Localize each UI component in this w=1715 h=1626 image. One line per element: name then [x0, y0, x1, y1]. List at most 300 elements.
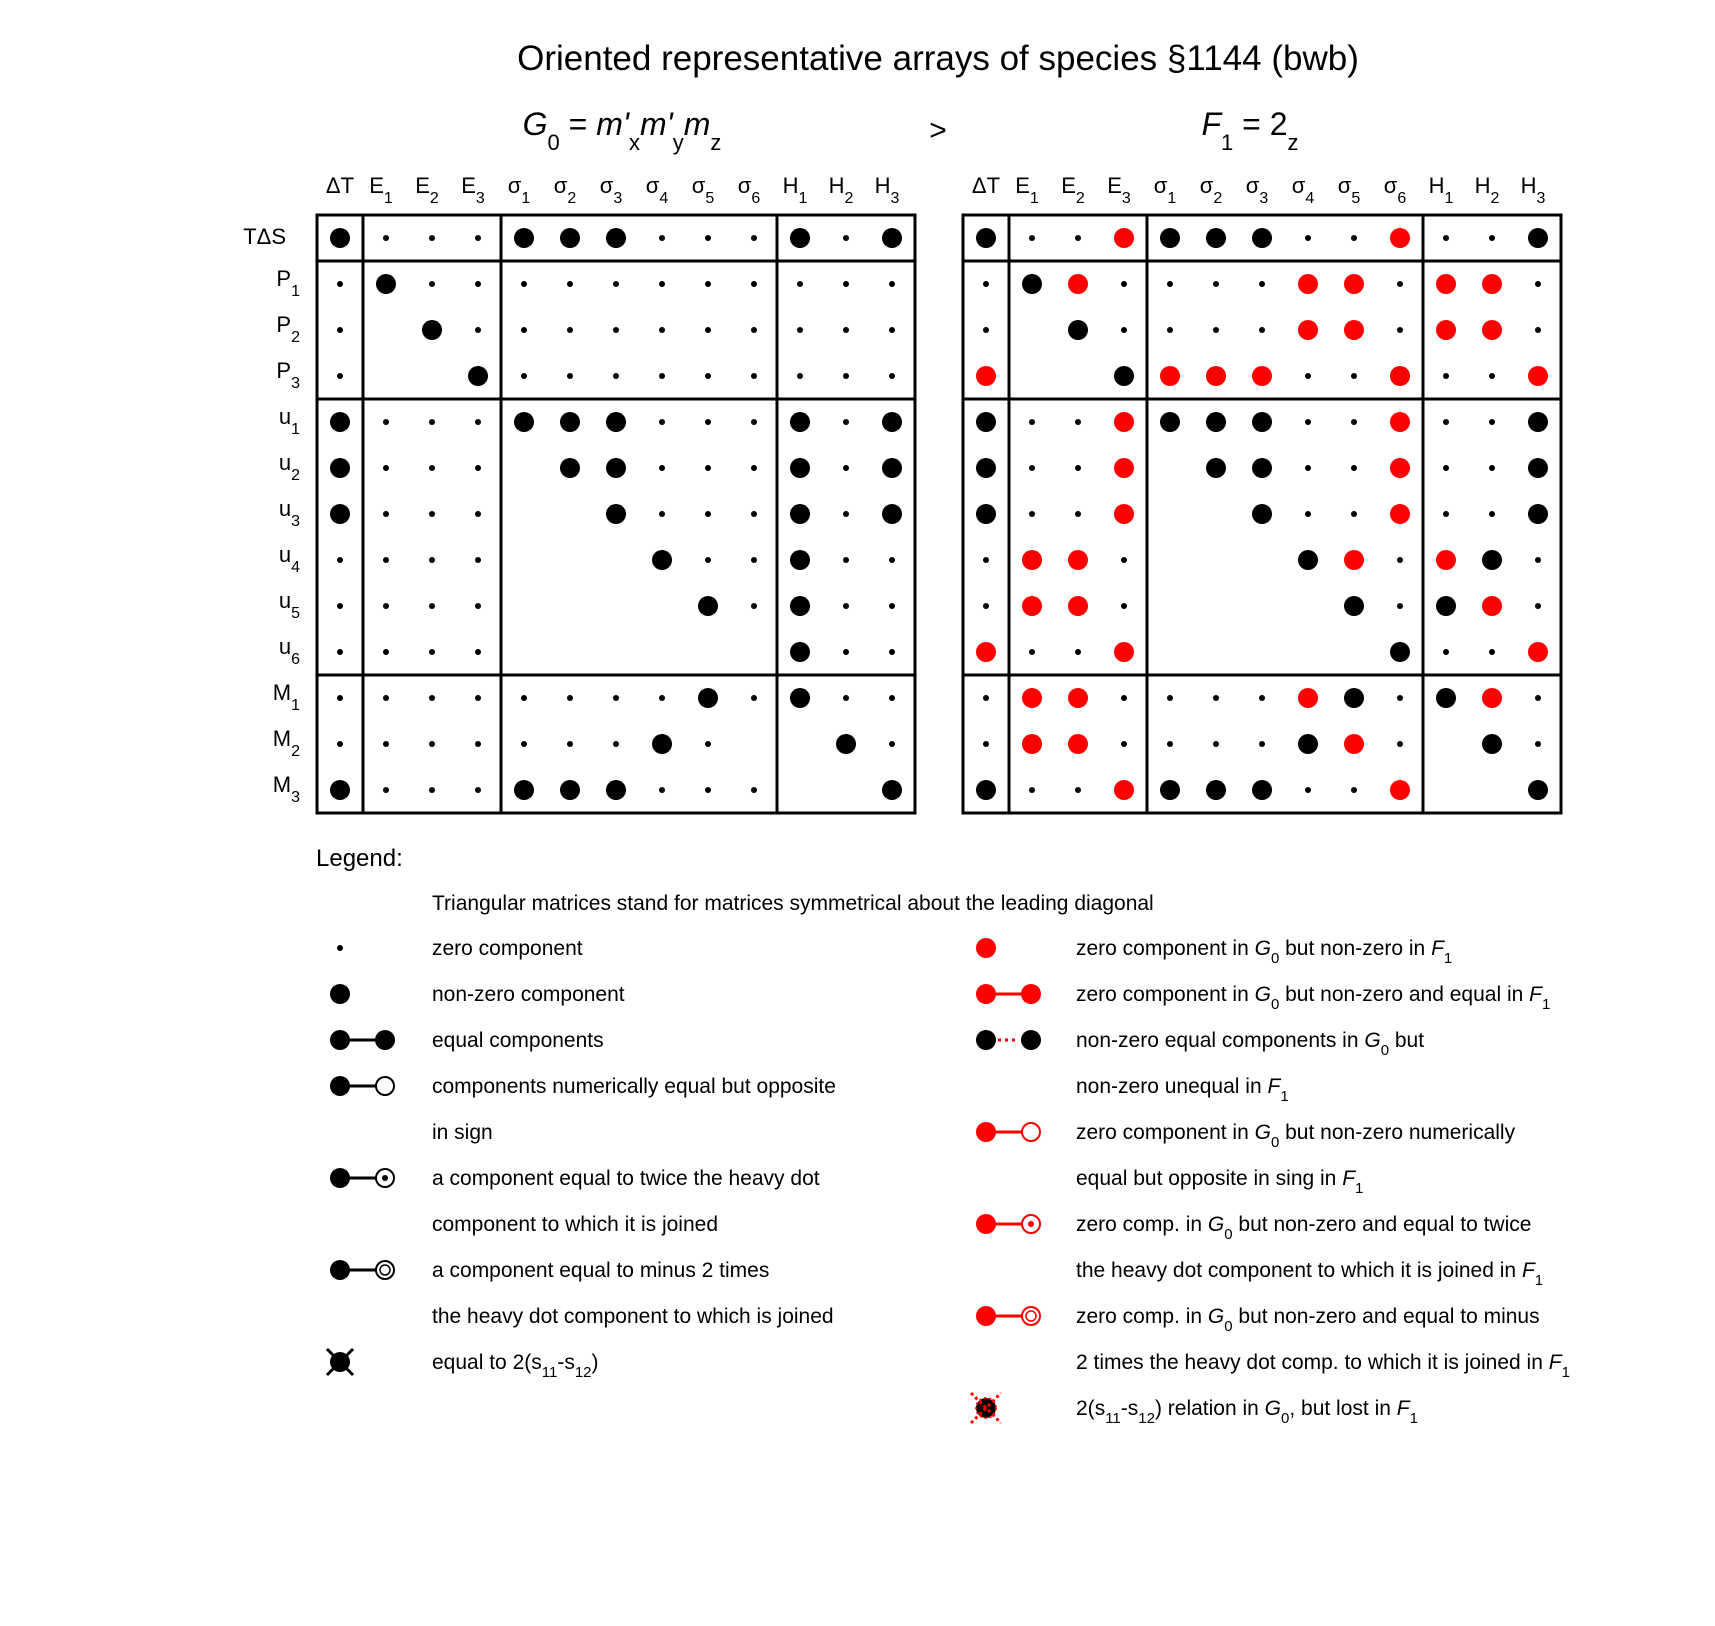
- zero-dot: [1167, 741, 1173, 747]
- column-label: $E_1$: [369, 173, 393, 207]
- zero-dot: [429, 649, 435, 655]
- legend-text: zero component in $G_0$ but non-zero and equal in $F_1$: [1076, 983, 1551, 1013]
- zero-dot: [475, 511, 481, 517]
- zero-dot: [1443, 419, 1449, 425]
- column-label: $\sigma_2$: [553, 173, 577, 207]
- zero-dot: [983, 557, 989, 563]
- legend-text: component to which it is joined: [432, 1213, 718, 1236]
- zero-dot: [1351, 235, 1357, 241]
- column-label: $\sigma_1$: [507, 173, 531, 207]
- zero-dot: [751, 235, 757, 241]
- zero-dot: [1029, 787, 1035, 793]
- zero-dot: [613, 327, 619, 333]
- column-label: $E_3$: [1107, 173, 1131, 207]
- legend-note: Triangular matrices stand for matrices symmetrical about the leading diagonal: [432, 892, 1154, 915]
- nonzero-dot: [468, 366, 488, 386]
- nonzero-dot: [1528, 780, 1548, 800]
- zero-dot: [383, 741, 389, 747]
- zero-dot: [751, 695, 757, 701]
- column-label: $\sigma_1$: [1153, 173, 1177, 207]
- nonzero-dot: [790, 642, 810, 662]
- relation-symbol: >: [929, 114, 947, 147]
- zero-dot: [1259, 327, 1265, 333]
- zero-dot: [1029, 649, 1035, 655]
- row-label: $M_2$: [272, 726, 300, 760]
- zero-dot: [705, 235, 711, 241]
- nonzero-dot: [882, 412, 902, 432]
- nonzero-dot: [514, 780, 534, 800]
- nonzero-dot: [1528, 458, 1548, 478]
- zero-dot: [429, 787, 435, 793]
- zero-dot: [659, 511, 665, 517]
- header-equals: =: [1233, 106, 1270, 142]
- legend-left-column: [327, 937, 836, 1381]
- row-labels: [243, 224, 300, 806]
- zero-dot: [475, 603, 481, 609]
- zero-dot: [1351, 511, 1357, 517]
- zero-dot: [429, 511, 435, 517]
- zero-dot: [1443, 235, 1449, 241]
- nonzero-dot: [514, 412, 534, 432]
- zero-dot: [1213, 741, 1219, 747]
- zero-dot: [475, 787, 481, 793]
- legend-text: in sign: [432, 1121, 493, 1144]
- zero-dot: [1121, 327, 1127, 333]
- zero-dot: [705, 557, 711, 563]
- zero-dot: [429, 695, 435, 701]
- zero-dot: [843, 235, 849, 241]
- red-dot: [1390, 504, 1410, 524]
- zero-dot: [429, 603, 435, 609]
- legend-text: the heavy dot component to which it is joined in $F_1$: [1076, 1259, 1544, 1289]
- nonzero-dot: [976, 780, 996, 800]
- legend-item: [976, 1213, 1543, 1289]
- nonzero-dot: [1436, 596, 1456, 616]
- right-matrix-header: [1201, 106, 1298, 155]
- legend-item: [976, 1121, 1516, 1197]
- nonzero-dot: [790, 412, 810, 432]
- zero-dot: [1259, 695, 1265, 701]
- nonzero-dot: [1114, 366, 1134, 386]
- zero-dot: [889, 557, 895, 563]
- legend-text: equal but opposite in sing in $F_1$: [1076, 1167, 1364, 1197]
- row-label: $u_4$: [278, 542, 300, 576]
- header-rhs-subscript: z: [710, 130, 722, 155]
- zero-dot: [1535, 327, 1541, 333]
- zero-dot: [1397, 603, 1403, 609]
- zero-dot: [1167, 695, 1173, 701]
- column-label: $E_2$: [1061, 173, 1085, 207]
- zero-dot: [1489, 235, 1495, 241]
- nonzero-dot: [698, 688, 718, 708]
- zero-dot: [337, 327, 343, 333]
- nonzero-dot: [560, 458, 580, 478]
- nonzero-dot: [882, 780, 902, 800]
- nonzero-dot: [790, 458, 810, 478]
- nonzero-dot: [1436, 688, 1456, 708]
- zero-dot: [659, 695, 665, 701]
- zero-dot: [475, 327, 481, 333]
- red-dot: [1344, 274, 1364, 294]
- red-minus2-icon: [976, 1306, 1040, 1326]
- zero-dot: [659, 373, 665, 379]
- zero-dot: [751, 557, 757, 563]
- zero-dot: [383, 603, 389, 609]
- zero-dot: [337, 373, 343, 379]
- zero-dot: [843, 419, 849, 425]
- nonzero-dot: [514, 228, 534, 248]
- column-label: $H_3$: [874, 173, 900, 207]
- zero-dot: [1305, 419, 1311, 425]
- zero-dot: [475, 465, 481, 471]
- red-dot: [1068, 596, 1088, 616]
- nonzero-dot: [652, 550, 672, 570]
- zero-dot: [1305, 373, 1311, 379]
- zero-dot: [983, 327, 989, 333]
- legend-item: [330, 983, 625, 1006]
- nonzero-dot: [976, 228, 996, 248]
- zero-dot: [429, 281, 435, 287]
- legend-text: components numerically equal but opposite: [432, 1075, 836, 1098]
- red-dot: [1390, 366, 1410, 386]
- column-label: $\sigma_5$: [1337, 173, 1361, 207]
- red-dot: [1528, 366, 1548, 386]
- zero-dot: [1489, 419, 1495, 425]
- red-dot: [1390, 228, 1410, 248]
- black-dotted-icon: [976, 1030, 1041, 1050]
- nonzero-dot: [330, 780, 350, 800]
- zero-dot: [843, 557, 849, 563]
- zero-dot: [383, 557, 389, 563]
- nonzero-dot: [790, 596, 810, 616]
- zero-dot: [659, 327, 665, 333]
- legend-right-column: [971, 937, 1570, 1427]
- zero-dot: [1443, 373, 1449, 379]
- red-dot: [1436, 550, 1456, 570]
- zero-dot: [1535, 695, 1541, 701]
- column-label: $\sigma_4$: [1291, 173, 1315, 207]
- zero-dot: [1213, 281, 1219, 287]
- header-formula: [1201, 106, 1298, 155]
- zero-dot: [613, 741, 619, 747]
- header-rhs-subscript: z: [1287, 130, 1299, 155]
- zero-dot: [705, 327, 711, 333]
- red-opposite-icon: [976, 1122, 1040, 1142]
- nonzero-dot: [1528, 228, 1548, 248]
- zero-dot: [889, 281, 895, 287]
- zero-dot: [659, 281, 665, 287]
- zero-dot: [1489, 465, 1495, 471]
- nonzero-dot: [1252, 504, 1272, 524]
- zero-dot: [705, 787, 711, 793]
- cross-icon: [327, 1349, 353, 1375]
- column-label: $\sigma_3$: [599, 173, 623, 207]
- nonzero-dot: [1482, 734, 1502, 754]
- zero-dot: [1351, 419, 1357, 425]
- legend-text: non-zero equal components in $G_0$ but: [1076, 1029, 1425, 1059]
- nonzero-dot: [1482, 550, 1502, 570]
- column-label: $H_3$: [1520, 173, 1546, 207]
- nonzero-dot: [1068, 320, 1088, 340]
- nonzero-dot: [606, 412, 626, 432]
- nonzero-dot: [330, 504, 350, 524]
- zero-dot: [1443, 465, 1449, 471]
- zero-dot: [705, 281, 711, 287]
- zero-dot: [751, 511, 757, 517]
- zero-dot: [1305, 787, 1311, 793]
- zero-dot: [1029, 419, 1035, 425]
- zero-dot: [567, 695, 573, 701]
- header-symbol-subscript: 1: [1221, 130, 1234, 155]
- nonzero-dot: [1206, 780, 1226, 800]
- zero-dot: [337, 649, 343, 655]
- nonzero-dot: [376, 274, 396, 294]
- red-dot: [1298, 688, 1318, 708]
- zero-dot: [1535, 741, 1541, 747]
- zero-dot: [1121, 695, 1127, 701]
- zero-dot: [1121, 741, 1127, 747]
- column-label: $E_1$: [1015, 173, 1039, 207]
- legend-text: the heavy dot component to which is joined: [432, 1305, 834, 1328]
- zero-dot: [429, 557, 435, 563]
- red-dot: [1068, 734, 1088, 754]
- zero-dot: [521, 695, 527, 701]
- nonzero-icon: [330, 984, 350, 1004]
- header-formula: [523, 106, 722, 155]
- legend-item: [330, 1167, 820, 1236]
- nonzero-dot: [790, 504, 810, 524]
- zero-dot: [1535, 281, 1541, 287]
- red-dot-icon: [976, 938, 996, 958]
- nonzero-dot: [1206, 458, 1226, 478]
- zero-dot: [983, 695, 989, 701]
- nonzero-dot: [1206, 412, 1226, 432]
- zero-dot: [383, 465, 389, 471]
- row-label: $P_2$: [276, 312, 300, 346]
- zero-dot: [1167, 281, 1173, 287]
- zero-dot: [1397, 695, 1403, 701]
- zero-dot: [383, 511, 389, 517]
- zero-dot: [475, 557, 481, 563]
- matrix-f1: [963, 215, 1561, 813]
- zero-dot: [1397, 741, 1403, 747]
- red-dot: [1390, 412, 1410, 432]
- column-label: ΔT: [325, 173, 355, 198]
- zero-dot: [1305, 235, 1311, 241]
- header-rhs-subscript: x: [628, 130, 640, 155]
- nonzero-dot: [1252, 458, 1272, 478]
- zero-dot: [613, 373, 619, 379]
- cross-lost-icon: [971, 1393, 1001, 1423]
- nonzero-dot: [606, 228, 626, 248]
- red-dot: [1436, 320, 1456, 340]
- header-symbol-subscript: 0: [547, 130, 560, 155]
- legend-text: a component equal to twice the heavy dot: [432, 1167, 820, 1190]
- legend-text: zero comp. in $G_0$ but non-zero and equal to minus: [1076, 1305, 1540, 1335]
- zero-dot: [751, 281, 757, 287]
- zero-dot: [797, 281, 803, 287]
- zero-dot: [475, 281, 481, 287]
- nonzero-dot: [560, 780, 580, 800]
- red-twice-icon: [976, 1214, 1040, 1234]
- legend-text: zero comp. in $G_0$ but non-zero and equal to twice: [1076, 1213, 1532, 1243]
- column-label: $\sigma_5$: [691, 173, 715, 207]
- zero-dot: [751, 465, 757, 471]
- zero-dot: [889, 695, 895, 701]
- header-rhs-symbol: m: [683, 106, 711, 142]
- left-column-labels: [326, 173, 900, 207]
- zero-dot: [475, 649, 481, 655]
- zero-dot: [1029, 511, 1035, 517]
- opposite-icon: [330, 1076, 394, 1096]
- header-equals: =: [559, 106, 597, 142]
- zero-dot: [1121, 603, 1127, 609]
- header-rhs-symbol: 2: [1269, 106, 1288, 142]
- zero-dot: [383, 419, 389, 425]
- zero-dot: [567, 327, 573, 333]
- zero-dot: [1305, 465, 1311, 471]
- nonzero-dot: [790, 550, 810, 570]
- legend-item: [971, 1393, 1418, 1427]
- nonzero-dot: [606, 504, 626, 524]
- zero-dot: [429, 741, 435, 747]
- column-label: $\sigma_3$: [1245, 173, 1269, 207]
- zero-dot: [383, 235, 389, 241]
- red-dot: [976, 366, 996, 386]
- zero-dot: [797, 373, 803, 379]
- zero-dot: [889, 327, 895, 333]
- zero-dot: [1489, 649, 1495, 655]
- nonzero-dot: [1252, 228, 1272, 248]
- red-dot: [1482, 320, 1502, 340]
- nonzero-dot: [882, 228, 902, 248]
- zero-dot: [475, 235, 481, 241]
- red-dot: [1482, 274, 1502, 294]
- column-label: $\sigma_6$: [1383, 173, 1407, 207]
- zero-dot: [983, 281, 989, 287]
- red-dot: [1114, 458, 1134, 478]
- nonzero-dot: [1252, 412, 1272, 432]
- red-dot: [1206, 366, 1226, 386]
- header-rhs-subscript: y: [672, 130, 684, 155]
- nonzero-dot: [330, 228, 350, 248]
- legend-text: zero component in $G_0$ but non-zero numerically: [1076, 1121, 1516, 1151]
- legend-item: [976, 1305, 1570, 1381]
- zero-dot: [659, 465, 665, 471]
- zero-dot: [751, 419, 757, 425]
- nonzero-dot: [1390, 642, 1410, 662]
- zero-dot: [1397, 327, 1403, 333]
- nonzero-dot: [1528, 504, 1548, 524]
- legend-text: non-zero component: [432, 983, 625, 1006]
- zero-dot: [843, 327, 849, 333]
- column-label: $\sigma_6$: [737, 173, 761, 207]
- zero-dot: [983, 603, 989, 609]
- legend-item: [976, 937, 1452, 967]
- row-label: $P_3$: [276, 358, 300, 392]
- right-column-labels: [972, 173, 1546, 207]
- red-dot: [1482, 596, 1502, 616]
- red-dot: [1022, 688, 1042, 708]
- row-label: $M_1$: [272, 680, 300, 714]
- zero-dot: [613, 695, 619, 701]
- nonzero-dot: [560, 228, 580, 248]
- nonzero-dot: [976, 458, 996, 478]
- red-dot: [976, 642, 996, 662]
- legend-text: zero component: [432, 937, 583, 960]
- zero-dot: [889, 649, 895, 655]
- nonzero-dot: [698, 596, 718, 616]
- red-equal-icon: [976, 984, 1041, 1004]
- zero-dot: [567, 373, 573, 379]
- zero-dot: [1351, 373, 1357, 379]
- zero-dot: [1397, 557, 1403, 563]
- row-label: $u_6$: [278, 634, 300, 668]
- red-dot: [1068, 274, 1088, 294]
- zero-dot: [1121, 557, 1127, 563]
- zero-dot: [751, 373, 757, 379]
- red-dot: [1114, 412, 1134, 432]
- zero-dot: [659, 787, 665, 793]
- zero-dot: [659, 419, 665, 425]
- zero-dot: [1443, 649, 1449, 655]
- zero-dot: [1305, 511, 1311, 517]
- red-dot: [1298, 320, 1318, 340]
- nonzero-dot: [790, 688, 810, 708]
- nonzero-dot: [1206, 228, 1226, 248]
- zero-dot: [337, 741, 343, 747]
- red-dot: [1068, 550, 1088, 570]
- zero-dot: [1443, 511, 1449, 517]
- nonzero-dot: [1298, 734, 1318, 754]
- legend-text: 2 times the heavy dot comp. to which it is joined in $F_1$: [1076, 1351, 1570, 1381]
- zero-dot: [1259, 281, 1265, 287]
- column-label: $H_2$: [828, 173, 854, 207]
- nonzero-dot: [836, 734, 856, 754]
- zero-dot: [521, 327, 527, 333]
- zero-dot: [337, 557, 343, 563]
- nonzero-dot: [882, 458, 902, 478]
- row-label: $u_2$: [278, 450, 300, 484]
- red-dot: [1482, 688, 1502, 708]
- zero-dot: [1489, 511, 1495, 517]
- legend-item: [330, 1075, 836, 1144]
- nonzero-dot: [606, 780, 626, 800]
- row-label: $P_1$: [276, 266, 300, 300]
- zero-dot: [1213, 327, 1219, 333]
- red-dot: [1344, 734, 1364, 754]
- legend-item: [976, 983, 1550, 1013]
- legend-title: Legend:: [316, 845, 403, 872]
- zero-dot: [1535, 603, 1541, 609]
- legend-text: a component equal to minus 2 times: [432, 1259, 770, 1282]
- zero-dot: [705, 373, 711, 379]
- zero-dot: [1075, 235, 1081, 241]
- nonzero-dot: [1298, 550, 1318, 570]
- left-matrix-header: [523, 106, 722, 155]
- zero-dot: [843, 465, 849, 471]
- legend-item: [330, 1259, 834, 1328]
- zero-dot: [1121, 281, 1127, 287]
- zero-dot: [429, 235, 435, 241]
- zero-dot: [843, 281, 849, 287]
- row-label: TΔS: [243, 224, 286, 249]
- row-label: $u_3$: [278, 496, 300, 530]
- zero-dot: [567, 741, 573, 747]
- zero-dot: [429, 465, 435, 471]
- zero-dot: [843, 373, 849, 379]
- matrix-g0: [317, 215, 915, 813]
